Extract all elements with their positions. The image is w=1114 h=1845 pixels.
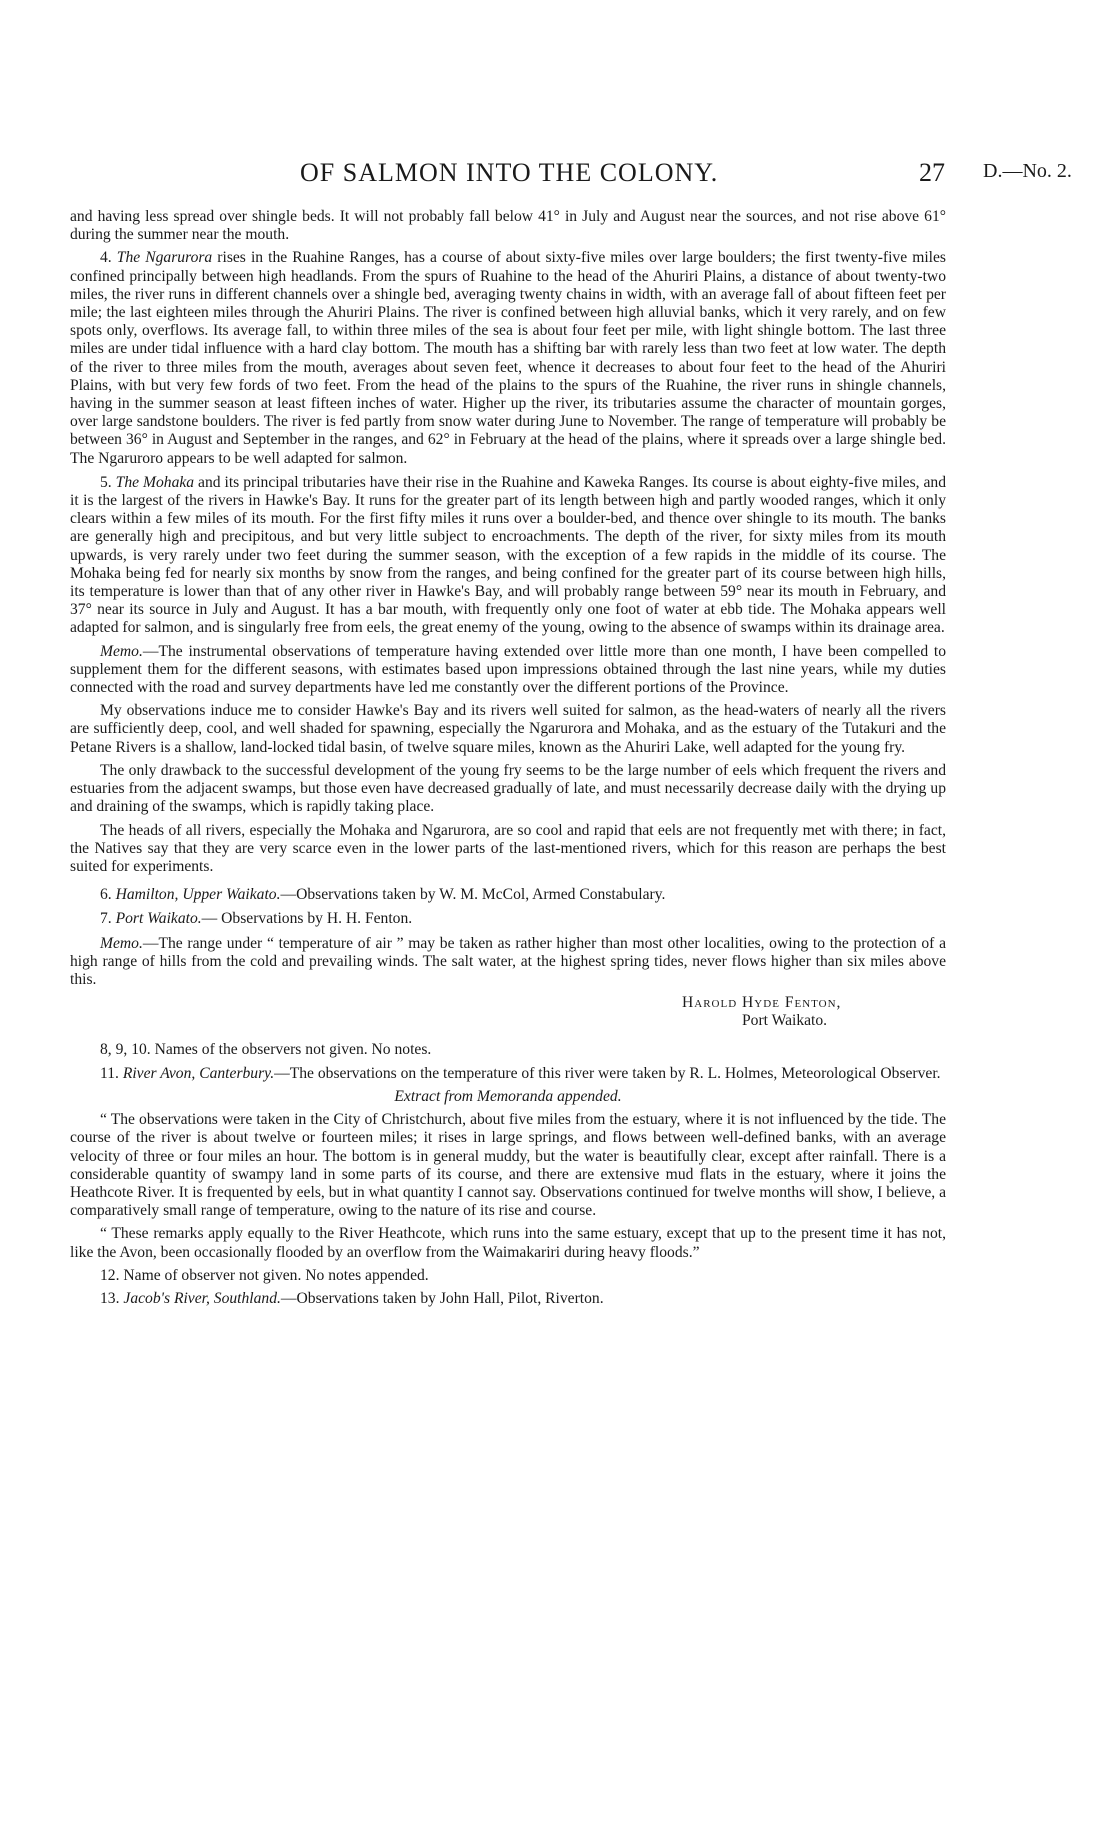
paragraph-observations: My observations induce me to consider Hawke's Bay and its rivers well suited for salmon, as the head-waters of nearly all the rivers are sufficiently deep, cool, and well shaded for spawning, especially the Ngarurora and Mohaka, and as the estuary of the Tutakuri and the Petane Rivers is a shallow, land-locked tidal basin, of twelve square miles, known as the Ahuriri Lake, well adapted for the young fry. (70, 702, 946, 756)
memo-text: —The instrumental observations of temperature having extended over little more than one month, I have been compelled to supplement them for the different seasons, with estimates based upon impressions obtained through the last nine years, while my duties connected with the road and survey departments have led me constantly over the different portions of the Province. (70, 642, 946, 697)
page-header (0, 158, 1114, 198)
paragraph-text: —The observations on the temperature of this river were taken by R. L. Holmes, Meteorological Observer. (274, 1064, 941, 1082)
item-number: 7. (100, 910, 112, 928)
paragraph-text: and its principal tributaries have their rise in the Ruahine and Kaweka Ranges. Its course is about eighty-five miles, and it is the largest of the rivers in Hawke's Bay. It runs for the greater part of its length between high and partly wooded ranges, which it only clears within a few miles of its mouth. For the first fifty miles it runs over a boulder-bed, and thence over shingle to its mouth. The banks are generally high and precipitous, and but very little subject to encroachments. The depth of the river, for sixty miles from its mouth upwards, is very rarely under two feet during the summer season, with the exception of a few rapids in the middle of its course. The Mohaka being fed for nearly six months by snow from the ranges, and being confined for the greater part of its course between high hills, its temperature is lower than that of any other river in Hawke's Bay, and will probably range between 59° near its mouth in February, and 37° near its source in July and August. It has a bar mouth, with frequently only one foot of water at ebb tide. The Mohaka appears well adapted for salmon, and is singularly free from eels, the great enemy of the young, owing to the absence of swamps within its drainage area. (70, 473, 947, 637)
document-reference: D.—No. 2. (983, 160, 1072, 182)
place-name: Jacob's River, Southland. (123, 1289, 281, 1307)
river-name: The Ngarurora (116, 249, 213, 267)
paragraph-hamilton (70, 886, 946, 904)
paragraph-drawback: The only drawback to the successful development of the young fry seems to be the large number of eels which frequent the rivers and estuaries from the adjacent swamps, but those even have decreased gradually of late, and must necessarily decrease daily with the drying up and draining of the swamps, which is rapidly taking place. (70, 761, 946, 816)
paragraph-jacobs-river (70, 1290, 946, 1308)
memo-label: Memo. (100, 642, 143, 660)
memo-paragraph (70, 643, 946, 698)
paragraph-river-avon (70, 1065, 946, 1083)
page-number: 27 (919, 158, 945, 187)
paragraph-text: —Observations taken by John Hall, Pilot, Riverton. (280, 1289, 604, 1307)
signature-place: Port Waikato. (742, 1012, 828, 1030)
paragraph-text: rises in the Ruahine Ranges, has a course of about sixty-five miles over large boulders; the first twenty-five miles confined principally between high headlands. From the spurs of Ruahine to the head of the Ahuriri Plains, a distance of about twenty-two miles, the river runs in different channels over a shingle bed, averaging twenty chains in width, with an average fall of about fifteen feet per mile; the last eighteen miles through the Ahuriri Plains. The river is confined between high alluvial banks, which it very rarely, and on few spots only, overflows. Its average fall, to within three miles of the sea is about four feet per mile, with light shingle bottom. The last three miles are under tidal influence with a hard clay bottom. The mouth has a shifting bar with rarely less than two feet at low water. The depth of the river to three miles from the mouth, averages about seven feet, whence it decreases to about four feet to the head of the Ahuriri Plains, with but very few fords of two feet. From the head of the plains to the spurs of the Ruahine, the river runs in shingle channels, having in the summer season at least fifteen inches of water. Higher up the river, its tributaries assume the character of mountain gorges, over large sandstone boulders. The river is fed partly from snow water during June to November. The range of temperature will probably be between 36° in August and September in the ranges, and 62° in February at the head of the plains, where it spreads over a large shingle bed. The Ngaruroro appears to be well adapted for salmon. (70, 249, 946, 467)
signature-name: Harold Hyde Fenton, (682, 994, 842, 1012)
paragraph-observers-not-given: 8, 9, 10. Names of the observers not given. No notes. (100, 1040, 432, 1058)
memo-paragraph (70, 935, 946, 990)
paragraph-ngarurora (70, 249, 946, 467)
paragraph-continuation: and having less spread over shingle beds. It will not probably fall below 41° in July and August near the sources, and not rise above 61° during the summer near the mouth. (70, 208, 946, 244)
item-number: 5. (100, 473, 112, 491)
paragraph-no-notes: 12. Name of observer not given. No notes appended. (100, 1266, 429, 1284)
paragraph-port-waikato (70, 910, 946, 928)
extract-heading: Extract from Memoranda appended. (394, 1087, 622, 1105)
paragraph-text: —Observations taken by W. M. McCol, Armed Constabulary. (280, 886, 666, 904)
item-number: 6. (100, 886, 112, 904)
paragraph-river-heads: The heads of all rivers, especially the Mohaka and Ngarurora, are so cool and rapid that eels are not frequently met with there; in fact, the Natives say that they are very scarce even in the lower parts of the last-mentioned rivers, which for this reason are perhaps the best suited for experiments. (70, 821, 946, 875)
place-name: River Avon, Canterbury. (122, 1064, 275, 1082)
paragraph-text: — Observations by H. H. Fenton. (201, 910, 413, 928)
memo-text: —The range under “ temperature of air ” may be taken as rather higher than most other localities, owing to the protection of a high range of hills from the cold and prevailing winds. The salt water, at the highest spring tides, never flows higher than six miles above this. (70, 934, 946, 988)
place-name: Port Waikato. (115, 910, 202, 928)
quote-paragraph: “ The observations were taken in the City of Christchurch, about five miles from the estuary, where it is not influenced by the tide. The course of the river is about twelve or fourteen miles; it rises in large springs, and flows between well-defined banks, with an average velocity of three or four miles an hour. The bottom is in general muddy, but the water is beautifully clear, except after rainfall. There is a considerable quantity of swampy land in some parts of its course, and there are extensive mud flats in the estuary, where it joins the Heathcote River. It is frequented by eels, but in what quantity I cannot say. Observations continued for twelve months will show, I believe, a comparatively small range of temperature, owing to the nature of its rise and course. (70, 1111, 946, 1220)
item-number: 13. (100, 1289, 120, 1307)
paragraph-mohaka (70, 474, 946, 638)
signature-block (70, 994, 886, 1030)
item-number: 4. (100, 249, 112, 267)
river-name: The Mohaka (115, 473, 195, 491)
running-title: OF SALMON INTO THE COLONY. (300, 158, 719, 187)
item-number: 11. (100, 1064, 119, 1082)
document-body (70, 208, 946, 1313)
place-name: Hamilton, Upper Waikato. (115, 886, 281, 904)
memo-label: Memo. (100, 934, 143, 952)
quote-paragraph: “ These remarks apply equally to the River Heathcote, which runs into the same estuary, except that up to the present time it has not, like the Avon, been occasionally flooded by an overflow from the Waimakariri during heavy floods.” (70, 1225, 946, 1261)
